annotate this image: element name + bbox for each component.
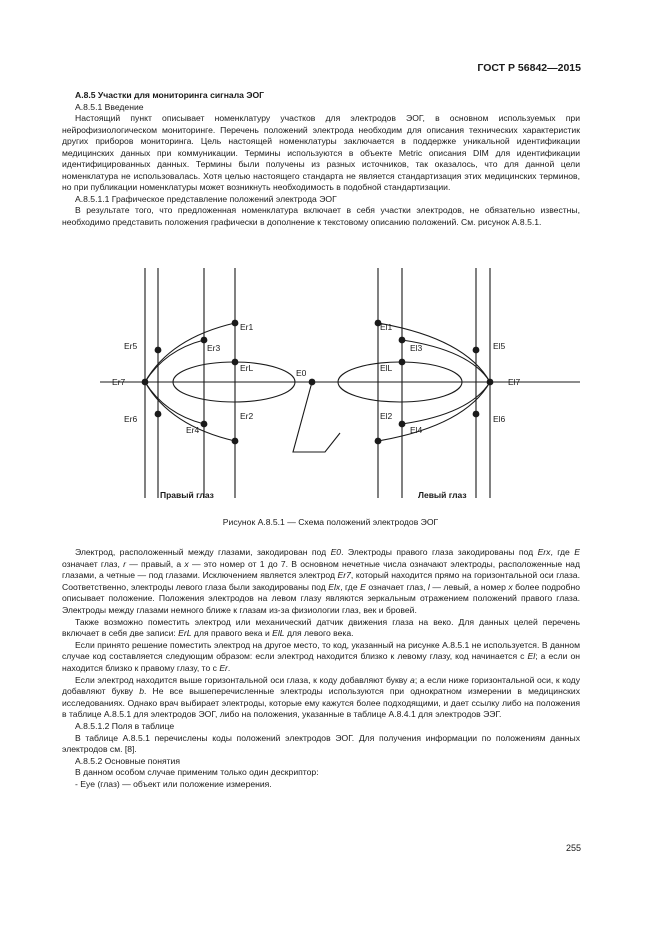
right-inner-upper-arc (145, 340, 204, 382)
electrode-el7 (487, 379, 494, 386)
right-inner-lower-arc (145, 382, 204, 424)
electrode-el3 (399, 337, 406, 344)
left-outer-lower-arc (378, 382, 490, 441)
electrode-er5 (155, 347, 162, 354)
electrode-er2 (232, 438, 239, 445)
electrode-erl (232, 359, 239, 366)
label-erl: ErL (240, 363, 254, 373)
label-er1: Er1 (240, 322, 254, 332)
subsection-heading: А.8.5.1.2 Поля в таблице (75, 720, 175, 731)
right-eye-label: Правый глаз (160, 490, 214, 500)
paragraph: Электрод, расположенный между глазами, закодирован под E0. Электроды правого глаза закодированы под Erx, где E означает глаз, r — правый, а x — это номер от 1 до 7. В основном нечетные числа означают электроды, расположенные над глазами, а четные — под глазами. Исключением является электрод Er7, который находится прямо на горизонтальной оси глаза. Соответственно, электроды левого глаза были закодированы под Elx, где E означает глаз, l — левый, а номер x более подробно описывает положение. Положения электродов на левом глазу являются зеркальным отражением положений правого глаза. Электроды между глазами немного ближе к глазам из-за физиологии глаз, век и бровей. (62, 547, 580, 615)
electrode-er7 (142, 379, 149, 386)
subsection-heading: А.8.5.1 Введение (75, 101, 144, 112)
electrode-el6 (473, 411, 480, 418)
nose-outline (293, 382, 340, 452)
page-header: ГОСТ Р 56842—2015 (477, 62, 581, 74)
list-item: - Eye (глаз) — объект или положение измерения. (75, 778, 272, 789)
label-el7: El7 (508, 377, 521, 387)
label-er3: Er3 (207, 343, 221, 353)
electrode-el5 (473, 347, 480, 354)
label-er2: Er2 (240, 411, 254, 421)
electrode-e0 (309, 379, 316, 386)
label-er5: Er5 (124, 341, 138, 351)
paragraph: В данном особом случае применим только один дескриптор: (75, 767, 319, 778)
left-eye-label: Левый глаз (418, 490, 467, 500)
paragraph: Если принято решение поместить электрод на другое место, то код, указанный на рисунке А.8.5.1 не используется. В данном случае код составляется следующим образом: если электрод находится близко к левому глазу, код начинается с El; а если он находится близко к правому глазу, то с Er. (62, 639, 580, 673)
figure-caption: Рисунок А.8.5.1 — Схема положений электродов ЭОГ (222, 517, 439, 527)
label-el1: El1 (380, 322, 393, 332)
label-ell: ElL (380, 363, 393, 373)
paragraph: Также возможно поместить электрод или механический датчик движения глаза на веко. Для данных целей перечень включает в себя две записи: ErL для правого века и ElL для левого века. (62, 616, 580, 639)
label-el6: El6 (493, 414, 506, 424)
label-el4: El4 (410, 425, 423, 435)
section-intro (62, 90, 580, 228)
left-outer-upper-arc (378, 323, 490, 382)
electrode-er4 (201, 421, 208, 428)
section-body (62, 547, 580, 790)
left-inner-lower-arc (402, 382, 490, 424)
page-number: 255 (565, 843, 581, 853)
label-er6: Er6 (124, 414, 138, 424)
electrode-er6 (155, 411, 162, 418)
electrode-el2 (375, 438, 382, 445)
paragraph: Настоящий пункт описывает номенклатуру участков для электродов ЭОГ, в основном используемых при нейрофизиологическом мониторинге. Перечень положений электрода необходим для описания технических характеристик других приборов мониторинга. Цель настоящей номенклатуры заключается в поддержке уникальной идентификации медицинских данных при коммуникации. Термины используются в объекте Metric описания DIM для идентификации идентифицированных данных. Термины были получены из разных источников, так оказалось, что для данной цели номенклатура не использовалась. Хотя целью настоящего стандарта не является стандартизация этих медицинских терминов, но при публикации номенклатуры может возникнуть необходимость в подобной стандартизации. (62, 113, 580, 192)
subsection-heading: А.8.5.2 Основные понятия (75, 755, 181, 766)
paragraph: В результате того, что предложенная номенклатура включает в себя участки электродов, не обязательно известны, необходимо представить положения графически в дополнение к текстовому описанию положений. См. рисунок А.8.5.1. (62, 205, 580, 227)
section-title: А.8.5 Участки для мониторинга сигнала ЭОГ (75, 90, 265, 100)
eog-electrode-diagram (100, 268, 580, 518)
subsection-heading: А.8.5.1.1 Графическое представление положений электрода ЭОГ (75, 193, 337, 204)
electrode-ell (399, 359, 406, 366)
electrode-el4 (399, 421, 406, 428)
electrode-er1 (232, 320, 239, 327)
label-er4: Er4 (186, 425, 200, 435)
label-el5: El5 (493, 341, 506, 351)
label-e0: E0 (296, 368, 307, 378)
label-el3: El3 (410, 343, 423, 353)
paragraph: В таблице А.8.5.1 перечислены коды положений электродов ЭОГ. Для получения информации по положениям данных электродов см. [8]. (62, 732, 580, 755)
label-el2: El2 (380, 411, 393, 421)
label-er7: Er7 (112, 377, 126, 387)
paragraph: Если электрод находится выше горизонтальной оси глаза, к коду добавляют букву a; а если ниже горизонтальной оси, к коду добавляют букву b. Не все вышеперечисленные электроды используются при однократном измерении в медицинских исследованиях. Однако врач выбирает электроды, которые ему кажутся более подходящими, и дает ссылку либо на положения в таблице А.8.5.1 для электродов ЭОГ, либо на положения, указанные в таблице А.8.4.1 для электродов ЭЭГ. (62, 674, 581, 720)
